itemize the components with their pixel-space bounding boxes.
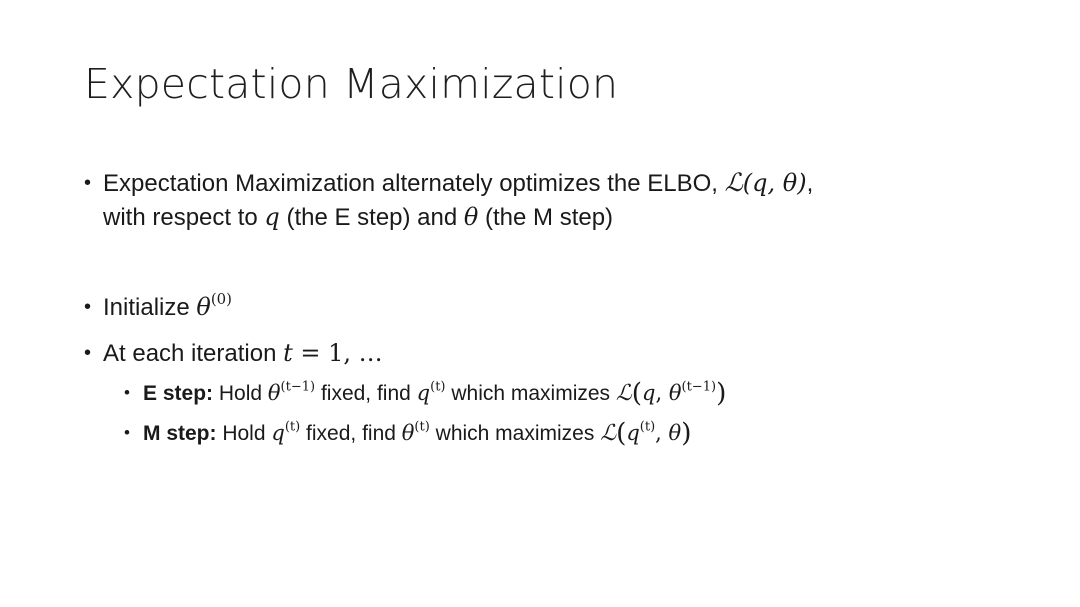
- m-step-theta-sup: (t): [414, 419, 430, 435]
- m-step-theta: θ: [401, 421, 415, 445]
- bullet-dot-1: •: [84, 172, 92, 194]
- e-step-comma: ,: [655, 381, 669, 405]
- slide-title: Expectation Maximization: [84, 60, 619, 108]
- e-step-theta: θ: [267, 381, 281, 405]
- m-step-open-paren: (: [616, 418, 627, 449]
- e-step-label: E step:: [143, 382, 214, 405]
- theta-symbol: θ: [463, 203, 479, 231]
- e-step-L: ℒ: [615, 381, 632, 406]
- e-step-which: which maximizes: [445, 382, 616, 405]
- bullet-1-text: Expectation Maximization alternately optimizes the ELBO,: [103, 170, 725, 197]
- iteration-t: t: [283, 339, 293, 367]
- m-step-which: which maximizes: [429, 422, 601, 445]
- m-step-fixed-find: fixed, find: [300, 422, 402, 445]
- e-step-open-paren: (: [631, 378, 643, 409]
- bullet-2: [103, 289, 232, 323]
- m-step-line: [143, 418, 691, 449]
- bullet-3-text: At each iteration: [103, 340, 284, 367]
- sub-bullet-dot-e: •: [124, 383, 130, 402]
- iteration-rest: = 1, …: [292, 339, 383, 367]
- e-step-theta-sup: (t−1): [280, 379, 316, 395]
- m-step-label: M step:: [143, 422, 217, 445]
- bullet-dot-3: •: [84, 342, 92, 364]
- m-step-L: ℒ: [600, 421, 617, 446]
- e-step-q-sup: (t): [430, 379, 446, 395]
- e-step-close-paren: ): [716, 378, 727, 409]
- bullet-1-comma: ,: [806, 170, 814, 197]
- m-step-q-sup: (t): [284, 419, 301, 435]
- elbo-symbol: ℒ: [724, 168, 743, 197]
- bullet-1-line2-a: with respect to: [103, 204, 265, 231]
- bullet-1-line2-c: (the M step): [478, 204, 614, 231]
- m-step-q: q: [271, 421, 285, 445]
- e-step-arg-theta: θ: [668, 381, 682, 405]
- bullet-1-line-2: [103, 202, 613, 233]
- bullet-2-text: Initialize: [103, 294, 197, 321]
- theta-init: θ: [196, 293, 211, 321]
- e-step-arg-theta-sup: (t−1): [681, 379, 717, 395]
- bullet-1-line2-b: (the E step) and: [279, 204, 464, 231]
- theta-init-sup: (0): [210, 289, 232, 308]
- sub-bullet-dot-m: •: [124, 423, 130, 442]
- m-step-arg-q-sup: (t): [639, 419, 656, 435]
- m-step-arg-theta: θ: [668, 421, 682, 445]
- m-step-close-paren: ): [681, 418, 692, 449]
- e-step-hold: Hold: [213, 382, 268, 405]
- e-step-arg-q: q: [642, 381, 656, 405]
- e-step-q: q: [416, 381, 431, 405]
- bullet-3: [103, 338, 383, 369]
- q-symbol: q: [264, 203, 280, 231]
- bullet-dot-2: •: [84, 296, 92, 318]
- m-step-comma: ,: [655, 421, 669, 445]
- e-step-line: [143, 378, 726, 409]
- m-step-hold: Hold: [216, 422, 272, 445]
- bullet-1-line-1: [103, 168, 813, 199]
- elbo-args: (q, θ): [742, 169, 807, 197]
- e-step-fixed-find: fixed, find: [315, 382, 417, 405]
- m-step-arg-q: q: [626, 421, 640, 445]
